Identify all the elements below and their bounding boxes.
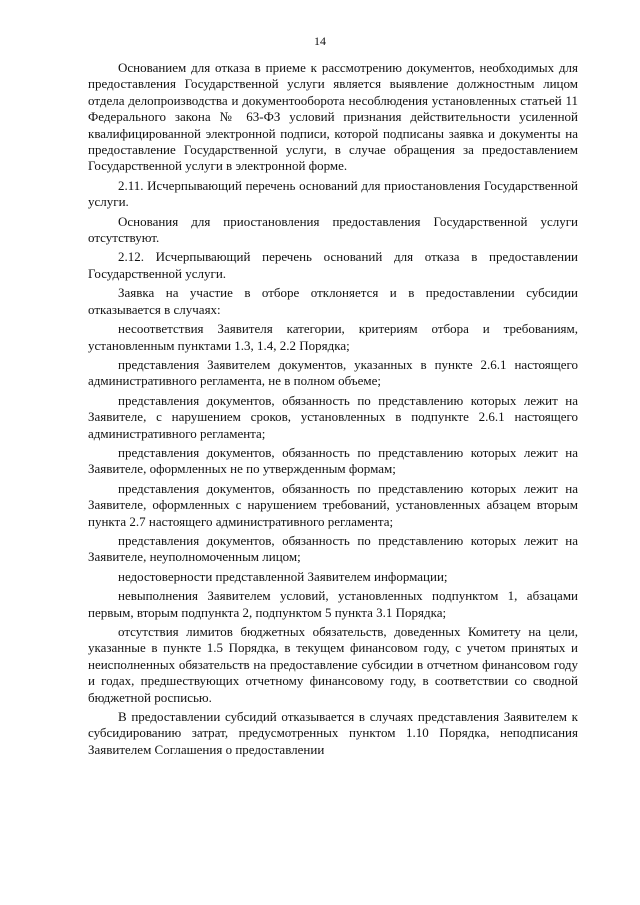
paragraph-refusal-basis: Основанием для отказа в приеме к рассмотрению документов, необходимых для предоставления Государственной услуги является выявление должностным лицом отдела делопроизводства и документооборота несоблюдения установленных статьей 11 Федерального закона № 63-ФЗ условий признания действительности усиленной квалифицированной электронной подписи, которой подписаны заявка и документы на предоставление Государственной услуги, в случае обращения за предоставлением Государственной услуги в электронной форме. [88,60,578,174]
list-item-noncompliance: несоответствия Заявителя категории, критериям отбора и требованиям, установленным пунктами 1.3, 1.4, 2.2 Порядка; [88,321,578,353]
page-number: 14 [314,34,326,48]
list-item-requirement-violation: представления документов, обязанность по представлению которых лежит на Заявителе, оформленных с нарушением требований, установленных абзацем вторым пункта 2.7 настоящего административного регламента; [88,480,578,529]
list-item-false-information: недостоверности представленной Заявителем информации; [118,568,448,584]
paragraph-suspension-none: Основания для приостановления предоставления Государственной услуги отсутствуют. [88,213,578,246]
paragraph-2-12-heading: 2.12. Исчерпывающий перечень оснований для отказа в предоставлении Государственной услуги. [88,249,578,281]
document-body [88,60,578,761]
list-item-wrong-forms: представления документов, обязанность по представлению которых лежит на Заявителе, оформленных не по утвержденным формам; [88,444,578,477]
list-item-late-documents: представления документов, обязанность по представлению которых лежит на Заявителе, с нарушением сроков, установленных в подпункте 2.6.1 настоящего административного регламента; [88,392,578,441]
list-item-conditions-not-met: невыполнения Заявителем условий, установленных подпунктом 1, абзацами первым, вторым подпункта 2, подпунктом 5 пункта 3.1 Порядка; [88,588,578,620]
list-item-no-budget-limits: отсутствия лимитов бюджетных обязательств, доведенных Комитету на цели, указанные в пункте 1.5 Порядка, в текущем финансовом году, с учетом принятых и неисполненных обязательств на предоставление субсидии в отчетном финансовом году и годах, предшествующих отчетному финансовому году, в соответствии со сводной бюджетной росписью. [88,624,578,705]
list-item-unauthorized-person: представления документов, обязанность по представлению которых лежит на Заявителе, неуполномоченным лицом; [88,532,578,565]
paragraph-subsidy-refusal: В предоставлении субсидий отказывается в случаях представления Заявителем к субсидированию затрат, предусмотренных пунктом 1.10 Порядка, неподписания Заявителем Соглашения о предоставлении [88,709,578,757]
list-item-incomplete-documents: представления Заявителем документов, указанных в пункте 2.6.1 настоящего административного регламента, не в полном объеме; [88,356,578,389]
paragraph-rejection-intro: Заявка на участие в отборе отклоняется и в предоставлении субсидии отказывается в случаях: [88,285,578,317]
paragraph-2-11-heading: 2.11. Исчерпывающий перечень оснований для приостановления Государственной услуги. [88,177,578,210]
